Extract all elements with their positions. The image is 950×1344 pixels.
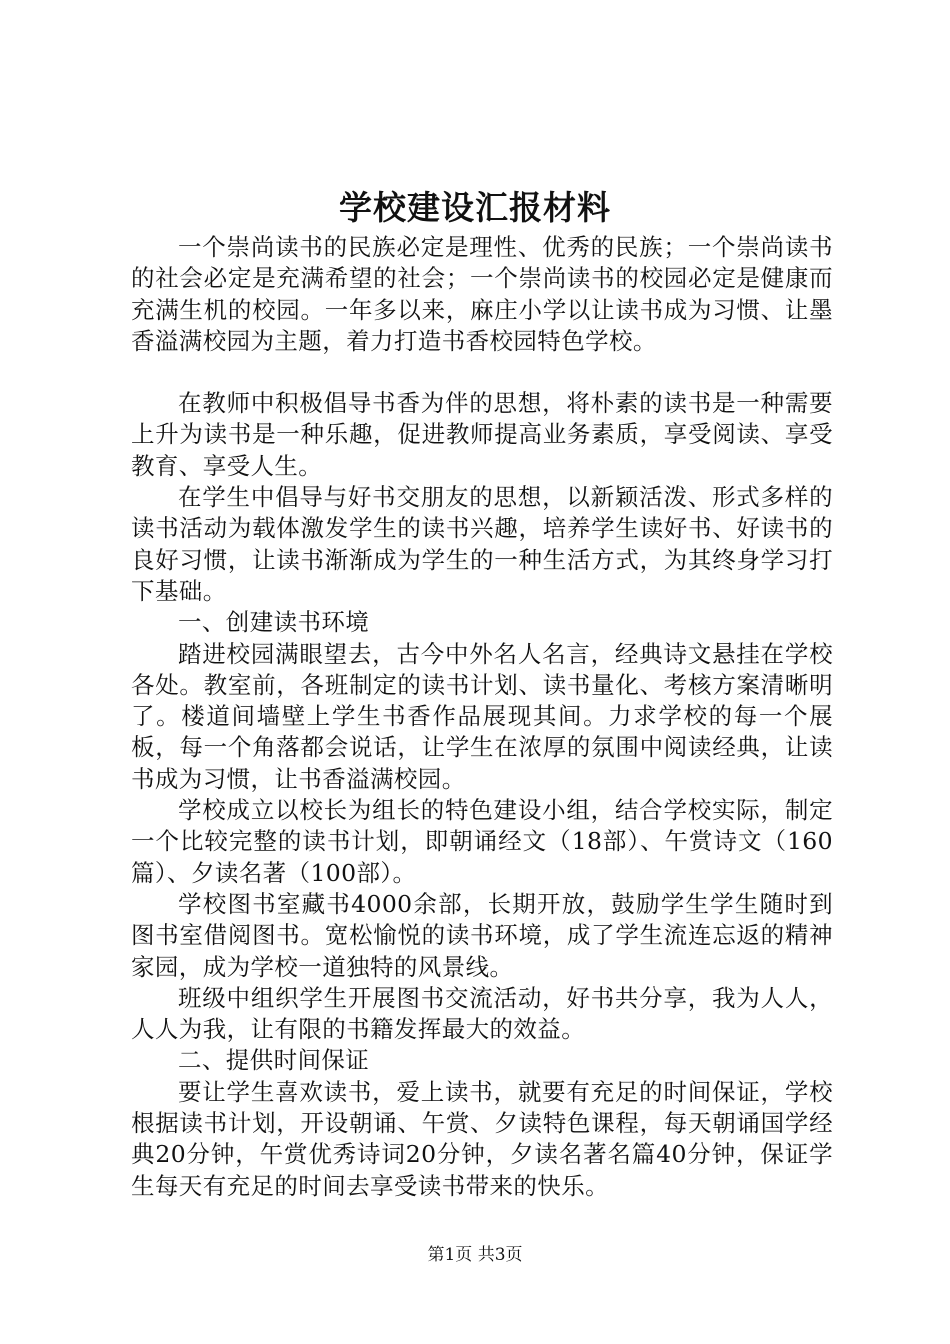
blank-line — [131, 357, 833, 388]
paragraph-exchange: 班级中组织学生开展图书交流活动，好书共分享，我为人人，人人为我，让有限的书籍发挥最大的效益。 — [131, 983, 833, 1044]
page-footer: 第1页 共3页 — [427, 1245, 523, 1265]
paragraph-intro: 一个崇尚读书的民族必定是理性、优秀的民族；一个崇尚读书的社会必定是充满希望的社会；一个崇尚读书的校园必定是健康而充满生机的校园。一年多以来，麻庄小学以让读书成为习惯、让墨香溢满校园为主题，着力打造书香校园特色学校。 — [131, 233, 833, 355]
paragraph-plan: 学校成立以校长为组长的特色建设小组，结合学校实际，制定一个比较完整的读书计划，即朝诵经文（18部）、午赏诗文（160篇）、夕读名著（100部）。 — [131, 796, 833, 887]
paragraph-schedule: 要让学生喜欢读书，爱上读书，就要有充足的时间保证，学校根据读书计划，开设朝诵、午赏、夕读特色课程，每天朝诵国学经典20分钟，午赏优秀诗词20分钟，夕读名著名篇40分钟，保证学生每天有充足的时间去享受读书带来的快乐。 — [131, 1077, 833, 1200]
document-body — [131, 232, 833, 1202]
paragraph-campus: 踏进校园满眼望去，古今中外名人名言，经典诗文悬挂在学校各处。教室前，各班制定的读书计划、读书量化、考核方案清晰明了。楼道间墙壁上学生书香作品展现其间。力求学校的每一个展板，每一个角落都会说话，让学生在浓厚的氛围中阅读经典，让读书成为习惯，让书香溢满校园。 — [131, 639, 833, 793]
section-heading-environment: 一、创建读书环境 — [178, 608, 370, 637]
paragraph-students: 在学生中倡导与好书交朋友的思想，以新颖活泼、形式多样的读书活动为载体激发学生的读书兴趣，培养学生读好书、好读书的良好习惯，让读书渐渐成为学生的一种生活方式，为其终身学习打下基础。 — [131, 483, 833, 605]
paragraph-library: 学校图书室藏书4000余部，长期开放，鼓励学生学生随时到图书室借阅图书。宽松愉悦的读书环境，成了学生流连忘返的精神家园，成为学校一道独特的风景线。 — [131, 889, 833, 981]
section-heading-time: 二、提供时间保证 — [178, 1046, 370, 1075]
paragraph-teachers: 在教师中积极倡导书香为伴的思想，将朴素的读书是一种需要上升为读书是一种乐趣，促进教师提高业务素质，享受阅读、享受教育、享受人生。 — [131, 389, 833, 480]
document-title: 学校建设汇报材料 — [339, 188, 611, 227]
